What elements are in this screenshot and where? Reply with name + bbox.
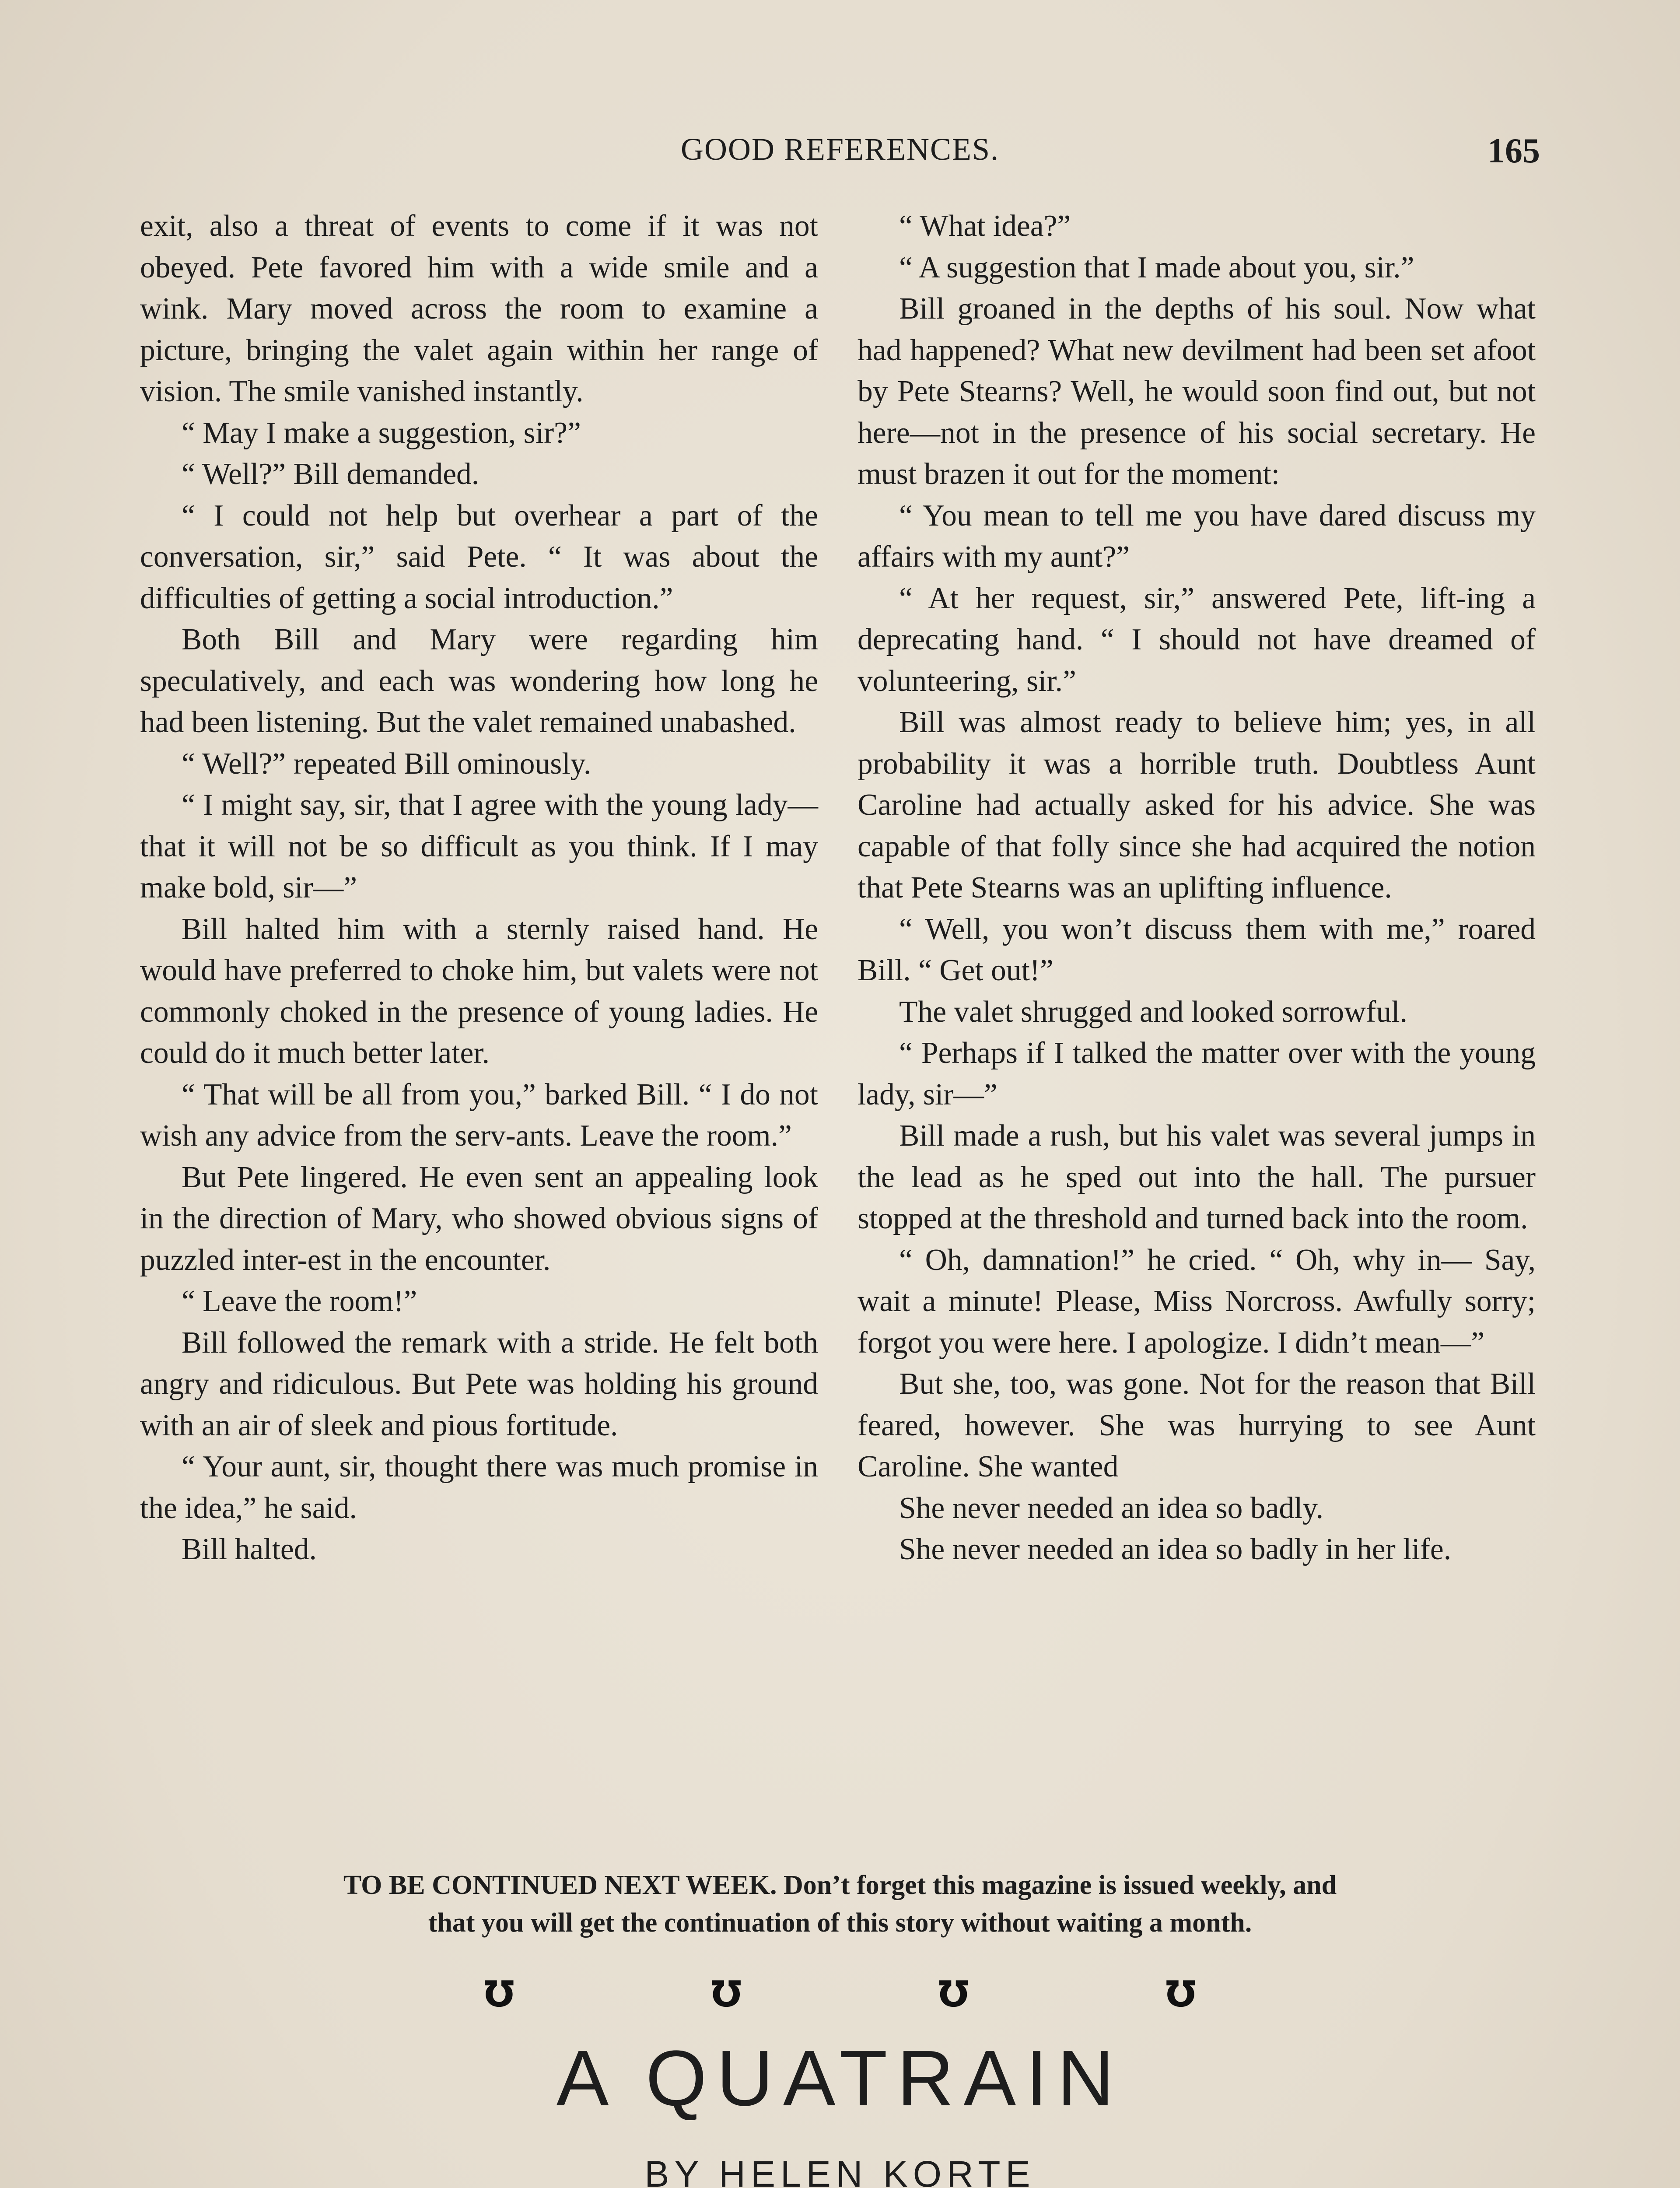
- paragraph: Both Bill and Mary were regarding him speculatively, and each was wondering how long he had been listening. But the valet remained unabashed.: [140, 623, 818, 739]
- paragraph: Bill was almost ready to believe him; yes, in all probability it was a horrible truth. Doubtless Aunt Caroline had actually asked for his advice. She was capable of that folly since she had acquired the notion that Pete Stearns was an uplifting influence.: [858, 705, 1536, 905]
- paragraph: Bill made a rush, but his valet was several jumps in the lead as he sped out into the hall. The pursuer stopped at the threshold and turned back into the room.: [858, 1119, 1536, 1235]
- running-head: GOOD REFERENCES.: [680, 132, 1000, 167]
- paragraph: Bill groaned in the depths of his soul. Now what had happened? What new devilment had been set afoot by Pete Stearns? Well, he would soon find out, but not here—not in the presence of his social secretary. He must brazen it out for the moment:: [858, 292, 1536, 491]
- continued-notice: [140, 1866, 1540, 1942]
- paragraph: She never needed an idea so badly.: [899, 1491, 1324, 1525]
- paragraph: But Pete lingered. He even sent an appealing look in the direction of Mary, who showed obvious signs of puzzled inter-est in the encounter.: [140, 1160, 818, 1277]
- ornament-icon: ℧: [711, 1974, 742, 2015]
- page-number: 165: [1488, 132, 1540, 170]
- paragraph: “ At her request, sir,” answered Pete, lift-ing a deprecating hand. “ I should not have dreamed of volunteering, sir.”: [858, 581, 1536, 698]
- paragraph: “ You mean to tell me you have dared discuss my affairs with my aunt?”: [858, 498, 1536, 574]
- ornament-icon: ℧: [484, 1974, 514, 2015]
- poem-byline: BY HELEN KORTE: [644, 2153, 1036, 2188]
- paragraph: “ Oh, damnation!” he cried. “ Oh, why in— Say, wait a minute! Please, Miss Norcross. Awfully sorry; forgot you were here. I apologize. I didn’t mean—”: [858, 1243, 1536, 1360]
- paragraph: “ Leave the room!”: [182, 1284, 417, 1318]
- paragraph: “ Well?” repeated Bill ominously.: [182, 747, 592, 781]
- poem-title: A QUATRAIN: [556, 2034, 1124, 2122]
- paragraph: Bill followed the remark with a stride. He felt both angry and ridiculous. But Pete was holding his ground with an air of sleek and pious fortitude.: [140, 1325, 818, 1442]
- paragraph: exit, also a threat of events to come if it was not obeyed. Pete favored him with a wide smile and a wink. Mary moved across the room to examine a picture, bringing the valet again within her range of vision. The smile vanished instantly.: [140, 209, 818, 408]
- right-text-column: [858, 206, 1536, 1571]
- paragraph: “ What idea?”: [899, 209, 1071, 243]
- paragraph: “ I could not help but overhear a part of the conversation, sir,” said Pete. “ It was about the difficulties of getting a social introduction.”: [140, 498, 818, 615]
- paragraph: “ That will be all from you,” barked Bill. “ I do not wish any advice from the serv-ants. Leave the room.”: [140, 1077, 818, 1153]
- paragraph: “ Perhaps if I talked the matter over with the young lady, sir—”: [858, 1036, 1536, 1112]
- notice-line: that you will get the continuation of this story without waiting a month.: [428, 1908, 1252, 1938]
- paragraph: “ Well, you won’t discuss them with me,” roared Bill. “ Get out!”: [858, 912, 1536, 987]
- paragraph: “ Well?” Bill demanded.: [182, 457, 480, 491]
- ornament-icon: ℧: [938, 1974, 969, 2015]
- paragraph: But she, too, was gone. Not for the reason that Bill feared, however. She was hurrying to see Aunt Caroline. She wanted: [858, 1367, 1536, 1483]
- paragraph: “ I might say, sir, that I agree with the young lady—that it will not be so difficult as you think. If I may make bold, sir—”: [140, 788, 818, 905]
- paragraph: Bill halted him with a sternly raised hand. He would have preferred to choke him, but valets were not commonly choked in the presence of young ladies. He could do it much better later.: [140, 912, 818, 1070]
- paragraph: She never needed an idea so badly in her life.: [899, 1532, 1452, 1566]
- ornament-row: [481, 1974, 1199, 2013]
- paragraph: “ May I make a suggestion, sir?”: [182, 416, 581, 450]
- paragraph: “ A suggestion that I made about you, sir.”: [899, 250, 1414, 284]
- ornament-icon: ℧: [1166, 1974, 1196, 2015]
- paragraph: “ Your aunt, sir, thought there was much promise in the idea,” he said.: [140, 1450, 818, 1525]
- left-text-column: [140, 206, 818, 1571]
- paragraph: The valet shrugged and looked sorrowful.: [899, 995, 1407, 1029]
- notice-line: TO BE CONTINUED NEXT WEEK. Don’t forget this magazine is issued weekly, and: [343, 1870, 1337, 1900]
- paragraph: Bill halted.: [182, 1532, 317, 1566]
- page-header: [140, 131, 1540, 179]
